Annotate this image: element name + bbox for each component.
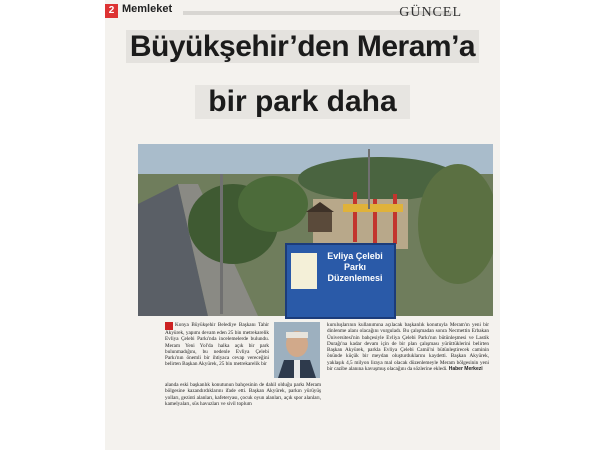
headline-line-2: bir park daha [195,85,410,119]
dropcap-marker [165,322,173,330]
headline-line-1 [105,30,500,64]
park-sign [285,243,396,319]
byline: Haber Merkezi [448,366,483,373]
category-label: GÜNCEL [399,5,462,20]
page-header [105,2,500,22]
portrait-illustration [274,322,320,378]
article-column-1-continued: alanda eski başkanlık konutunun bahçesinin de dahil olduğu parkı Meram bölgesine kazandırdıklarını ifade etti. Başkan Akyürek, parkın yürüyüş yolları, gezinti alanları, kafeteryası, çocuk oyun alanları, açık spor alanları, kamelyaları, süs havuzları ve sivil toplum [165,382,321,407]
mayor-portrait [274,322,320,378]
article-column-1-text: Konya Büyükşehir Belediye Başkanı Tahir Akyürek, yapımı devam eden 25 bin metrekarelik Evliya Çelebi Parkı'nda incelemelerde bulundu. Meram Yeni Yol'da halka açık bir park bulunmadığını, bu nedenle Evliya Çelebi Parkı'nın önemli bir ihtiyaca cevap vereceğini belirten Başkan Akyürek, 25 bin metrekarelik bir [165,322,269,368]
article-column-2 [327,322,489,372]
municipality-logo [291,253,317,289]
article-body [163,318,491,446]
article-column-1 [165,322,269,368]
sign-title: Evliya Çelebi Parkı Düzenlemesi [327,251,383,283]
page-number: 2 [105,4,118,18]
section-label: Memleket [122,3,173,15]
headline-line-1-text: Büyükşehir’den Meram’a [126,30,479,63]
article-column-2-text: kuruluşlarının kullanımına açılacak başkanlık konutuyla Meram'ın yeni bir dinlenme alanı olacağını vurguladı. Bu çalışmadan sonra Necmettin Erbakan Üniversitesi'nin bahçesiyle Evliya Çelebi Parkı'nın bütünleşmesi ve Lastik Durağı'na kadar devam için de bir plan çalışması yürüttüklerini belirten Başkan Akyürek, parkla Evliya Çelebi Camii'ni bütünleştirecek caminin önünde küçük bir meydan oluşturduklarını kaydetti. Başkan Akyürek, yaklaşık 4,5 milyon liraya mal olacak düzenlemeyle Meram bölgesinin yeni bir cazibe alanına kavuşmuş olacağını da sözlerine ekledi. [327,322,489,373]
